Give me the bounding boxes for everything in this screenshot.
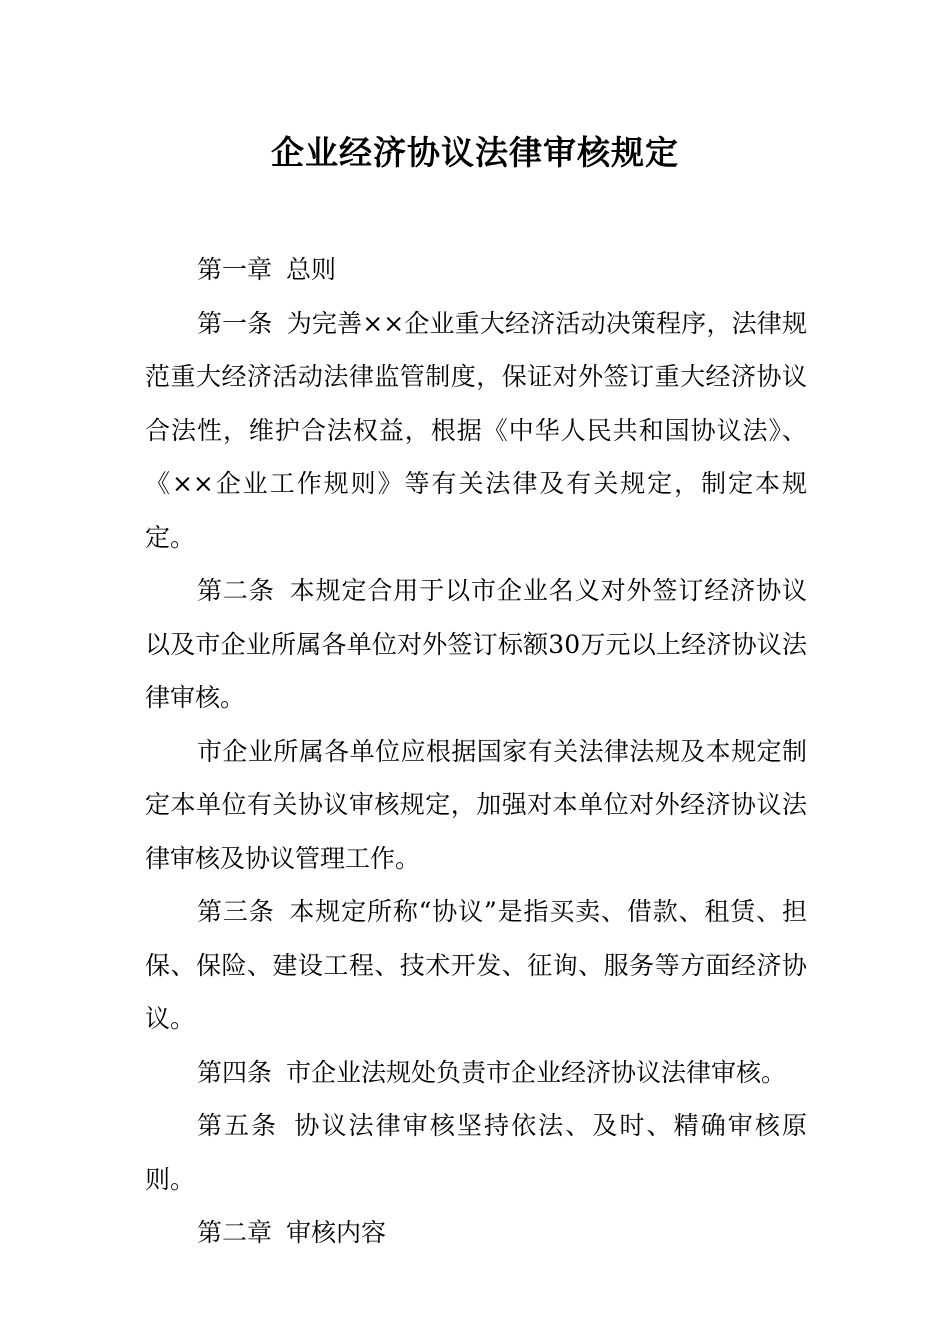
- chapter-label: 第二章: [197, 1218, 273, 1247]
- chapter-label: 第一章: [197, 255, 273, 284]
- article-text: 本规定合用于以市企业名义对外签订经济协议以及市企业所属各单位对外签订标额30万元以上经济协议法律审核。: [145, 576, 807, 712]
- chapter-title: 总则: [286, 255, 337, 284]
- article-paragraph: [145, 1046, 807, 1100]
- body-paragraph: [145, 725, 807, 886]
- article-label: 第三条: [197, 897, 275, 926]
- chapter-heading: [145, 243, 807, 297]
- chapter-title: 审核内容: [286, 1218, 387, 1247]
- article-text: 本规定所称“协议”是指买卖、借款、租赁、担保、保险、建设工程、技术开发、征询、服务等方面经济协议。: [145, 897, 807, 1033]
- article-paragraph: [145, 885, 807, 1046]
- document-body: [145, 243, 807, 1260]
- paragraph-text: 市企业所属各单位应根据国家有关法律法规及本规定制定本单位有关协议审核规定，加强对本单位对外经济协议法律审核及协议管理工作。: [145, 736, 807, 873]
- chapter-heading: [145, 1206, 807, 1260]
- document-title: 企业经济协议法律审核规定: [271, 133, 679, 172]
- article-label: 第五条: [197, 1111, 279, 1140]
- article-paragraph: [145, 1099, 807, 1206]
- article-text: 为完善××企业重大经济活动决策程序，法律规范重大经济活动法律监管制度，保证对外签订重大经济协议合法性，维护合法权益，根据《中华人民共和国协议法》、《××企业工作规则》等有关法律及有关规定，制定本规定。: [145, 308, 807, 552]
- article-text: 市企业法规处负责市企业经济协议法律审核。: [286, 1057, 787, 1087]
- article-label: 第一条: [197, 308, 273, 338]
- article-paragraph: [145, 564, 807, 725]
- article-label: 第四条: [197, 1057, 273, 1087]
- article-text: 协议法律审核坚持依法、及时、精确审核原则。: [145, 1111, 807, 1194]
- article-paragraph: [145, 297, 807, 565]
- article-label: 第二条: [197, 576, 275, 605]
